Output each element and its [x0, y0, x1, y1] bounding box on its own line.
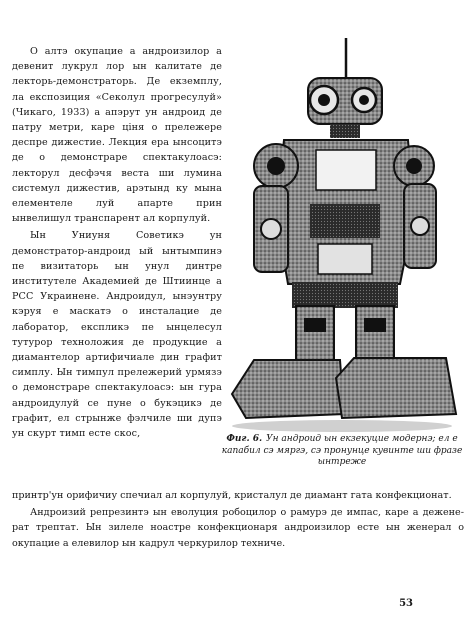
paragraph-lecturer-androids: О алтэ окупацие а андроизилор а девенит лукрул лор ын калитате де лекторь-демонстраторь. Де екземплу, ла експозиция «Секолул прогресулуй» (Чикаго, 1933) а апэрут ун андроид де патру метри, каре ціня о прележере деспре дижестие. Лекция ера ынсоцитэ де о демонстраре спектакулоасэ: лекторул десфэчя веста ши лумина системул дижестив, арэтынд ку мына елементеле луй апарте прин ынвелишул транспарент ал корпулуй.	[12, 46, 222, 225]
paragraph-androids-evolution: Андроизий репрезинтэ ын еволуция робоцилор о рамурэ де импас, каре а деженерат трептат. Ын зилеле ноастре конфекционаря андроизилор есте ын женерал о окупацие а елевилор ын кадрул черкурилор техниче.	[12, 507, 464, 549]
android-robot-illustration	[224, 34, 464, 434]
left-text-column	[12, 44, 222, 441]
page-number: 53	[399, 598, 413, 609]
figure-caption-label: Фиг. 6.	[226, 434, 263, 444]
figure-caption-text: Ун андроид ын екзекуцие модернэ; ел е капабил сэ мяргэ, сэ пронунце кувинте ши фразе ынтреже	[221, 434, 463, 467]
figure-caption	[217, 434, 467, 469]
android-figure	[224, 34, 464, 434]
paragraph-continuation: принтр'ун орифичиу спечиал ал корпулуй, кристалул де диамант гата конфекционат.	[12, 490, 452, 501]
full-width-text	[12, 488, 464, 551]
paragraph-soviet-android: Ын Униуня Советикэ ун демонстратор-андроид ый ынтымпинэ пе визитаторь ын унул динтре институтеле Академией де Штиинце а РСС Украинене. Андроидул, ынэунтру кэруя е маскатэ о инсталацие де лаборатор, експликэ пе ынцелесул тутурор техноложия де продукцие а диамантелор артифичиале дин графит симплу. Ын тимпул прележерий урмязэ о демонстраре спектакулоасэ: ын гура андроидулуй се пуне о букэцикэ де графит, ел стрынже фэлчиле ши дупэ ун скурт тимп есте скос,	[12, 230, 222, 440]
